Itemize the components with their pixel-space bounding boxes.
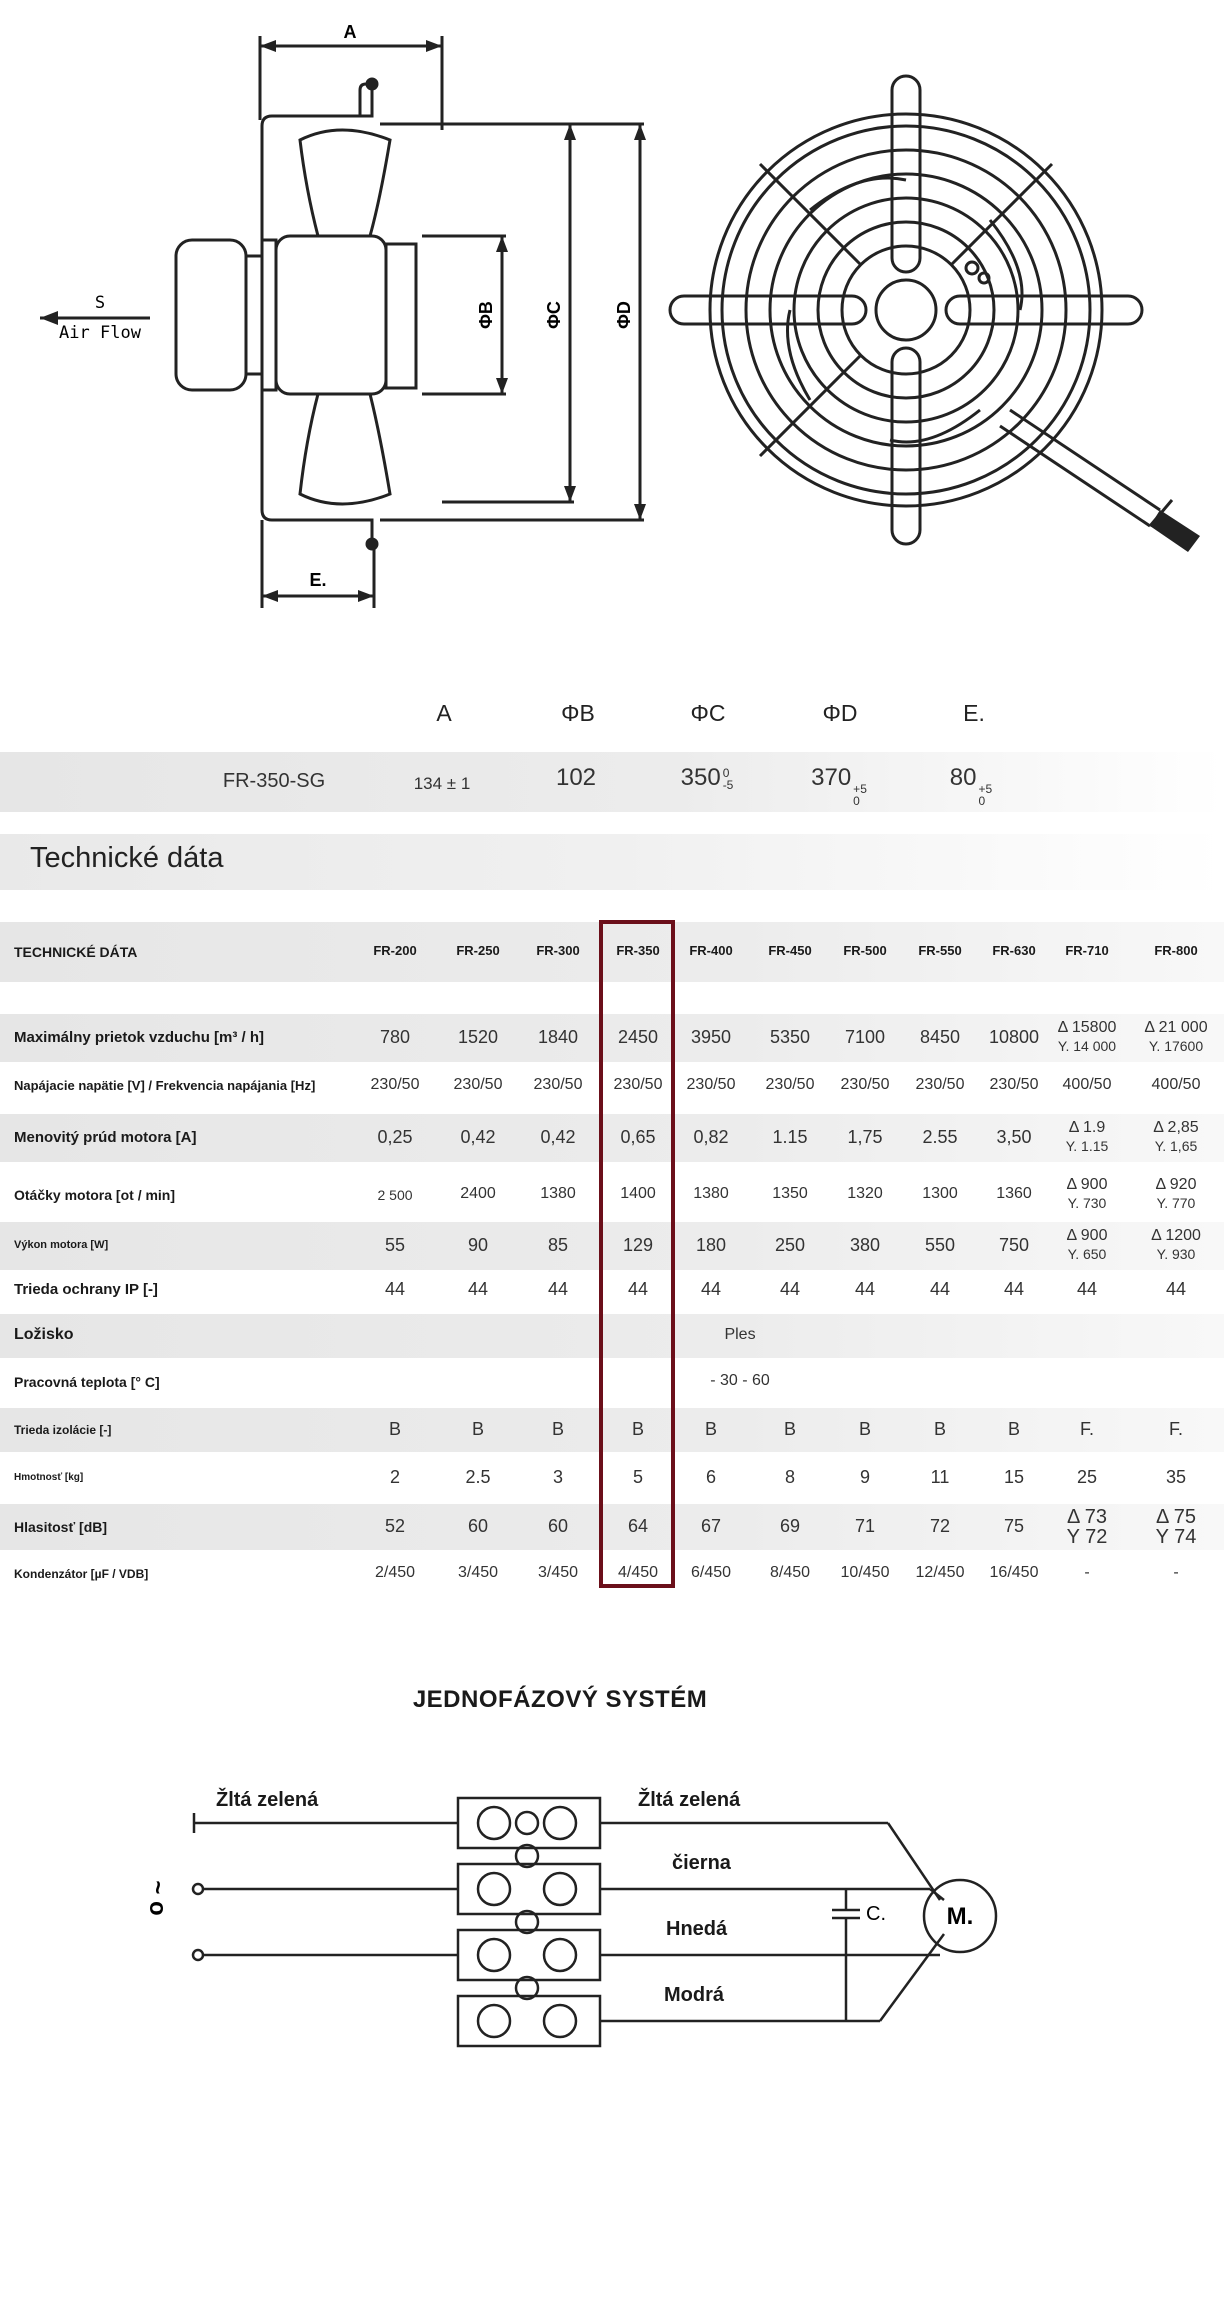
dim-value-phid [811, 764, 867, 808]
wire-label-right-yellow-green: Žltá zelená [638, 1789, 741, 1811]
tech-model-header: FR-200 [373, 943, 417, 958]
dimensions-header [0, 690, 1224, 740]
delta-value: Δ 1.9 [1068, 1119, 1106, 1136]
tech-cell: 64 [627, 1516, 649, 1537]
tech-cell: 400/50 [1151, 1076, 1201, 1094]
tech-cell: 1380 [540, 1185, 576, 1203]
label-s: S [94, 293, 106, 313]
tech-cell-delta-star [1156, 1175, 1197, 1213]
tech-cell: 16/450 [989, 1564, 1039, 1582]
delta-value: Δ 900 [1066, 1227, 1108, 1244]
wire-label-left-yellow-green: Žltá zelená [216, 1789, 319, 1811]
tech-cell-delta-star [1144, 1018, 1207, 1056]
star-value: Y. 770 [1156, 1195, 1196, 1211]
tech-cell: 44 [700, 1279, 722, 1300]
tech-cell-delta-star [1151, 1226, 1201, 1264]
tech-cell: 12/450 [915, 1564, 965, 1582]
star-value: Y. 14 000 [1057, 1038, 1117, 1054]
tech-model-header: FR-300 [536, 943, 580, 958]
wiring-diagram [0, 1760, 1224, 2060]
dim-value-phic [681, 764, 732, 792]
tech-row-label: Hlasitosť [dB] [14, 1518, 108, 1535]
section-title-bar [0, 834, 1224, 890]
tech-cell: B [933, 1419, 947, 1440]
delta-value: Δ 73 [1066, 1506, 1108, 1528]
tech-cell: 11 [930, 1467, 950, 1488]
label-phib: ΦB [476, 301, 496, 329]
star-value: Y. 1,65 [1154, 1138, 1198, 1154]
delta-value: Δ 900 [1066, 1176, 1108, 1193]
tech-cell: - [1173, 1564, 1179, 1582]
delta-value: Δ 21 000 [1144, 1019, 1208, 1036]
tech-cell: 2400 [460, 1185, 496, 1203]
dimensions-row [0, 752, 1224, 812]
tech-model-header: FR-250 [456, 943, 500, 958]
tech-cell: 8/450 [769, 1564, 811, 1582]
tech-cell-delta-star [1067, 1507, 1108, 1547]
fan-side-view-drawing [0, 0, 680, 640]
supply-symbol: ~ o [144, 1880, 171, 1916]
tech-cell: 3950 [690, 1027, 732, 1048]
tech-cell: 1320 [847, 1185, 883, 1203]
dim-e-main: 80 [949, 764, 977, 791]
tech-cell: 44 [854, 1279, 876, 1300]
tech-cell: 9 [859, 1467, 871, 1488]
dim-phic-tol-bottom: -5 [722, 777, 734, 792]
tech-row-span-value: Ples [724, 1326, 756, 1343]
star-value: Y. 730 [1067, 1195, 1107, 1211]
tech-cell: B [631, 1419, 645, 1440]
tech-cell: 4/450 [617, 1564, 659, 1582]
tech-cell: 1840 [537, 1027, 579, 1048]
star-value: Y 74 [1155, 1526, 1197, 1548]
dim-phid-tol-bottom: 0 [853, 793, 860, 808]
tech-cell: 67 [700, 1516, 722, 1537]
tech-row-label: Pracovná teplota [° C] [14, 1373, 160, 1390]
tech-cell: 0,42 [540, 1127, 576, 1148]
tech-cell: 230/50 [533, 1076, 583, 1094]
tech-row-label: Hmotnosť [kg] [14, 1472, 84, 1483]
tech-cell: 10/450 [840, 1564, 890, 1582]
dim-value-phib: 102 [555, 764, 597, 791]
tech-row-label: Trieda izolácie [-] [14, 1422, 112, 1437]
tech-cell: 2 500 [377, 1186, 413, 1203]
tech-cell: 44 [547, 1279, 569, 1300]
tech-cell-delta-star [1156, 1507, 1197, 1547]
dim-header-a: A [436, 700, 452, 726]
tech-cell: 1520 [457, 1027, 499, 1048]
tech-cell: 1360 [996, 1185, 1032, 1203]
tech-row-label: Trieda ochrany IP [-] [14, 1281, 158, 1298]
dim-phic-main: 350 [680, 764, 721, 791]
tech-cell: 44 [929, 1279, 951, 1300]
tech-cell: 2450 [617, 1027, 659, 1048]
wire-label-brown: Hnedá [666, 1918, 728, 1940]
tech-cell: B [783, 1419, 797, 1440]
tech-model-header: FR-630 [992, 943, 1036, 958]
tech-model-header: FR-710 [1065, 943, 1109, 958]
tech-row-label: Kondenzátor [µF / VDB] [14, 1566, 149, 1581]
tech-cell: F. [1079, 1419, 1095, 1440]
tech-row-label: Menovitý prúd motora [A] [14, 1129, 197, 1146]
tech-cell: 2.5 [465, 1467, 491, 1488]
label-a: A [343, 22, 357, 42]
tech-cell: 780 [379, 1027, 411, 1048]
tech-cell: 400/50 [1062, 1076, 1112, 1094]
tech-cell: 230/50 [840, 1076, 890, 1094]
tech-cell: - [1084, 1564, 1090, 1582]
tech-cell: 8 [784, 1467, 796, 1488]
tech-cell: 0,42 [460, 1127, 496, 1148]
tech-cell: 380 [849, 1235, 881, 1256]
tech-cell: 230/50 [453, 1076, 503, 1094]
label-phid: ΦD [614, 301, 634, 329]
label-phic: ΦC [544, 301, 564, 329]
tech-cell: B [551, 1419, 565, 1440]
tech-cell: B [858, 1419, 872, 1440]
dim-model: FR-350-SG [222, 770, 326, 792]
tech-cell: 35 [1165, 1467, 1187, 1488]
tech-row-label: Výkon motora [W] [14, 1239, 109, 1252]
tech-cell: 1300 [922, 1185, 958, 1203]
tech-cell: F. [1168, 1419, 1184, 1440]
tech-cell: 0,65 [620, 1127, 656, 1148]
dim-phid-tol-top: +5 [853, 781, 867, 796]
tech-cell: 230/50 [686, 1076, 736, 1094]
tech-cell: 71 [854, 1516, 876, 1537]
dim-header-phic: ΦC [690, 700, 726, 726]
tech-cell: 44 [627, 1279, 649, 1300]
delta-value: Δ 1200 [1151, 1227, 1201, 1244]
tech-cell: 3 [552, 1467, 564, 1488]
tech-cell: 75 [1003, 1516, 1025, 1537]
tech-cell: 44 [1165, 1279, 1187, 1300]
tech-cell-delta-star [1067, 1226, 1108, 1264]
dim-header-e: E. [963, 700, 985, 726]
dim-header-phid: ΦD [822, 700, 858, 726]
tech-cell-delta-star [1153, 1118, 1198, 1156]
dim-phid-main: 370 [811, 764, 852, 791]
tech-cell: 230/50 [915, 1076, 965, 1094]
tech-cell: 1380 [693, 1185, 729, 1203]
tech-cell: 44 [1076, 1279, 1098, 1300]
tech-cell: 44 [384, 1279, 406, 1300]
tech-cell-delta-star [1067, 1175, 1108, 1213]
tech-cell: 6 [705, 1467, 717, 1488]
tech-cell: 15 [1003, 1467, 1025, 1488]
tech-cell: 69 [779, 1516, 801, 1537]
tech-row-label: Napájacie napätie [V] / Frekvencia napájania [Hz] [14, 1078, 316, 1094]
tech-row-label: Ložisko [14, 1326, 74, 1344]
label-e: E. [309, 570, 327, 590]
tech-row-span-value: - 30 - 60 [710, 1372, 770, 1389]
tech-cell: 0,25 [377, 1127, 413, 1148]
tech-cell: 1350 [772, 1185, 808, 1203]
dim-e-tol-bottom: 0 [978, 793, 986, 808]
tech-cell: B [704, 1419, 718, 1440]
tech-cell-delta-star [1066, 1118, 1109, 1156]
tech-cell: 0,82 [693, 1127, 729, 1148]
tech-cell: B [471, 1419, 485, 1440]
section-title: Technické dáta [30, 842, 224, 874]
star-value: Y. 650 [1067, 1246, 1107, 1262]
tech-model-header: FR-350 [616, 943, 660, 958]
tech-cell: 60 [467, 1516, 489, 1537]
star-value: Y. 930 [1156, 1246, 1196, 1262]
dim-header-phib: ΦB [561, 700, 595, 726]
tech-cell: 180 [695, 1235, 727, 1256]
fr-350-highlight-box [599, 920, 675, 1588]
tech-cell: 8450 [919, 1027, 961, 1048]
star-value: Y 72 [1066, 1526, 1108, 1548]
delta-value: Δ 920 [1155, 1176, 1197, 1193]
dim-value-a: 134 ± 1 [413, 774, 471, 793]
dim-value-e [949, 764, 993, 808]
tech-cell: 3/450 [537, 1564, 579, 1582]
tech-cell: 6/450 [690, 1564, 732, 1582]
tech-model-header: FR-450 [768, 943, 812, 958]
dim-phic-tol-top: 0 [722, 765, 730, 780]
tech-cell: 55 [384, 1235, 406, 1256]
star-value: Y. 1.15 [1065, 1138, 1109, 1154]
tech-cell: 72 [929, 1516, 951, 1537]
capacitor-label: C. [866, 1903, 886, 1925]
delta-value: Δ 15800 [1057, 1019, 1117, 1036]
tech-cell: 230/50 [989, 1076, 1039, 1094]
dim-e-tol-top: +5 [978, 781, 993, 796]
tech-cell: 3/450 [457, 1564, 499, 1582]
tech-cell: 25 [1076, 1467, 1098, 1488]
tech-cell: 90 [467, 1235, 489, 1256]
tech-cell: 60 [547, 1516, 569, 1537]
tech-cell: 129 [622, 1235, 654, 1256]
tech-cell: 5350 [769, 1027, 811, 1048]
tech-row-label: Maximálny prietok vzduchu [m³ / h] [14, 1029, 265, 1046]
tech-cell: 2 [389, 1467, 401, 1488]
fan-front-view-drawing [660, 30, 1224, 590]
tech-model-header: FR-550 [918, 943, 962, 958]
tech-cell: 85 [547, 1235, 569, 1256]
tech-cell: 750 [998, 1235, 1030, 1256]
tech-cell: B [1007, 1419, 1021, 1440]
tech-cell: 1.15 [772, 1127, 808, 1148]
tech-cell: 5 [632, 1467, 644, 1488]
tech-cell: 550 [924, 1235, 956, 1256]
tech-cell: 230/50 [613, 1076, 663, 1094]
tech-cell: 44 [467, 1279, 489, 1300]
tech-model-header: FR-500 [843, 943, 887, 958]
tech-model-header: FR-400 [689, 943, 733, 958]
tech-cell: 10800 [988, 1027, 1040, 1048]
tech-row-label: Otáčky motora [ot / min] [14, 1186, 176, 1203]
wire-label-black: čierna [672, 1852, 731, 1874]
wire-label-blue: Modrá [664, 1984, 724, 2006]
delta-value: Δ 2,85 [1153, 1119, 1199, 1136]
tech-cell: 44 [779, 1279, 801, 1300]
tech-header-label: TECHNICKÉ DÁTA [14, 944, 138, 960]
tech-cell: 52 [384, 1516, 406, 1537]
motor-label: M. [946, 1903, 974, 1930]
tech-cell: 7100 [844, 1027, 886, 1048]
star-value: Y. 17600 [1148, 1038, 1204, 1054]
tech-cell: B [388, 1419, 402, 1440]
tech-cell: 230/50 [370, 1076, 420, 1094]
tech-cell: 1,75 [847, 1127, 883, 1148]
tech-cell: 3,50 [996, 1127, 1032, 1148]
delta-value: Δ 75 [1155, 1506, 1197, 1528]
tech-cell: 2/450 [374, 1564, 416, 1582]
tech-cell-delta-star [1058, 1018, 1117, 1056]
wiring-title: JEDNOFÁZOVÝ SYSTÉM [412, 1686, 708, 1713]
tech-cell: 1400 [620, 1185, 656, 1203]
label-airflow: Air Flow [59, 323, 141, 343]
tech-cell: 44 [1003, 1279, 1025, 1300]
tech-cell: 2.55 [922, 1127, 958, 1148]
tech-model-header: FR-800 [1154, 943, 1198, 958]
tech-cell: 230/50 [765, 1076, 815, 1094]
tech-cell: 250 [774, 1235, 806, 1256]
